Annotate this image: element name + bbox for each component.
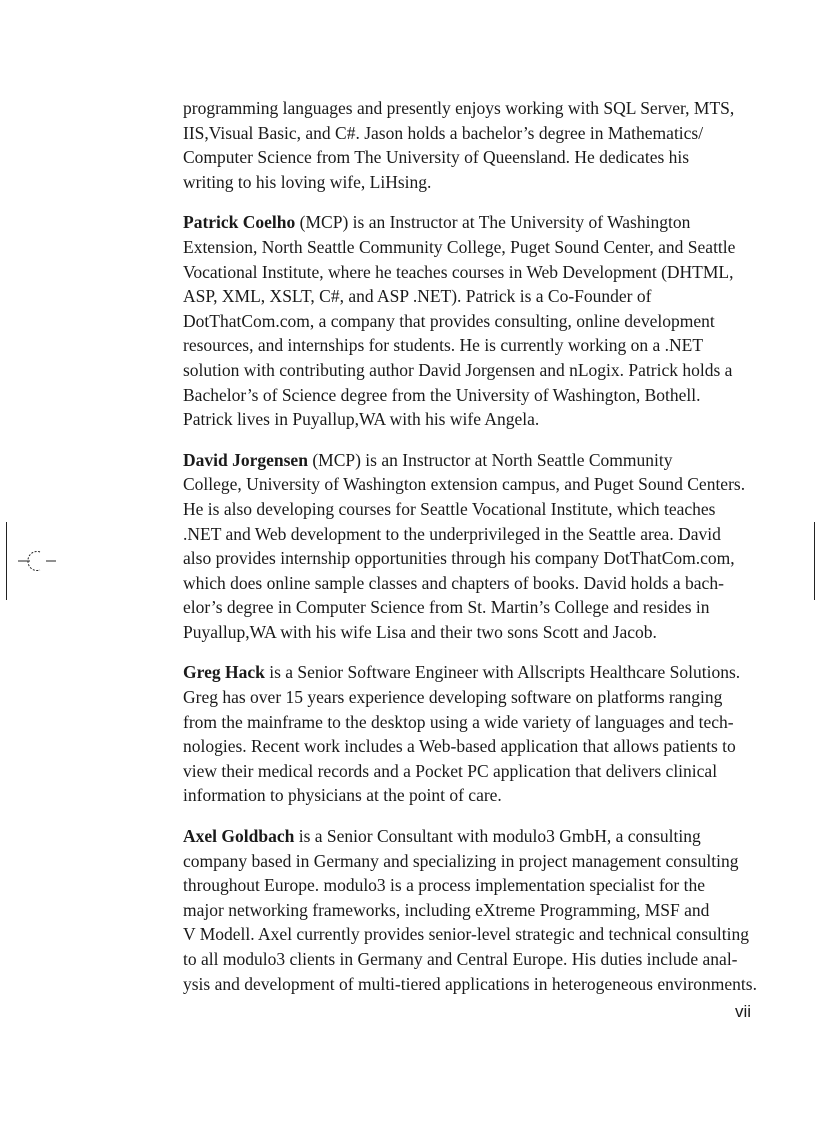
text-line: elor’s degree in Computer Science from St. Martin’s College and resides in [183,597,710,618]
text-line: DotThatCom.com, a company that provides consulting, online development [183,310,715,331]
text-line: major networking frameworks, including eXtreme Programming, MSF and [183,899,710,920]
text-line: solution with contributing author David Jorgensen and nLogix. Patrick holds a [183,359,733,380]
author-name: Axel Goldbach [183,826,295,847]
paragraph-patrick-coelho [183,210,753,431]
text-line: V Modell. Axel currently provides senior-level strategic and technical consulting [183,924,749,945]
paragraph-david-jorgensen [183,448,753,645]
text-line: .NET and Web development to the underprivileged in the Seattle area. David [183,523,721,544]
text-line-rest: (MCP) is an Instructor at The University of Washington [295,212,691,233]
text-line: nologies. Recent work includes a Web-based application that allows patients to [183,736,736,757]
text-line: Patrick lives in Puyallup,WA with his wife Angela. [183,409,540,430]
left-margin-rule [6,522,7,600]
text-line: ASP, XML, XSLT, C#, and ASP .NET). Patrick is a Co-Founder of [183,286,652,307]
author-name: Greg Hack [183,662,265,683]
text-line: IIS,Visual Basic, and C#. Jason holds a bachelor’s degree in Mathematics/ [183,122,704,143]
text-line: He is also developing courses for Seattle Vocational Institute, which teaches [183,498,716,519]
author-name: Patrick Coelho [183,212,296,233]
author-name: David Jorgensen [183,449,308,470]
text-line: Extension, North Seattle Community College, Puget Sound Center, and Seattle [183,236,736,257]
text-line-rest: is a Senior Software Engineer with Allscripts Healthcare Solutions. [264,662,741,683]
registration-mark-icon [18,549,58,573]
text-line: Greg has over 15 years experience developing software on platforms ranging [183,687,723,708]
text-line: College, University of Washington extension campus, and Puget Sound Centers. [183,474,746,495]
text-line [183,660,753,685]
text-line [183,448,753,473]
text-line: Bachelor’s of Science degree from the University of Washington, Bothell. [183,384,701,405]
text-line: Computer Science from The University of Queensland. He dedicates his [183,147,690,168]
text-line: programming languages and presently enjoys working with SQL Server, MTS, [183,98,735,118]
text-line: resources, and internships for students. He is currently working on a .NET [183,335,704,356]
text-line: company based in Germany and specializing in project management consulting [183,850,739,871]
text-line: to all modulo3 clients in Germany and Central Europe. His duties include anal- [183,949,738,969]
text-line [183,210,753,235]
text-line [183,824,753,849]
paragraph-greg-hack [183,660,753,808]
text-line-rest: is a Senior Consultant with modulo3 GmbH, a consulting [294,826,701,847]
paragraph-jason [183,96,753,194]
page-number: vii [735,1002,752,1021]
text-line: also provides internship opportunities through his company DotThatCom.com, [183,548,735,569]
text-line: information to physicians at the point of care. [183,785,502,806]
text-line: ysis and development of multi-tiered applications in heterogeneous environments. [183,973,757,994]
body-text [183,96,757,1012]
text-line: from the mainframe to the desktop using a wide variety of languages and tech- [183,711,734,732]
text-line-rest: (MCP) is an Instructor at North Seattle Community [307,449,673,470]
right-margin-rule [814,522,815,600]
text-line: throughout Europe. modulo3 is a process implementation specialist for the [183,875,705,896]
text-line: view their medical records and a Pocket PC application that delivers clinical [183,760,718,781]
text-line: Vocational Institute, where he teaches courses in Web Development (DHTML, [183,261,734,282]
text-line: which does online sample classes and chapters of books. David holds a bach- [183,572,724,593]
text-line: Puyallup,WA with his wife Lisa and their two sons Scott and Jacob. [183,621,657,642]
text-line: writing to his loving wife, LiHsing. [183,171,432,192]
paragraph-axel-goldbach [183,824,757,996]
